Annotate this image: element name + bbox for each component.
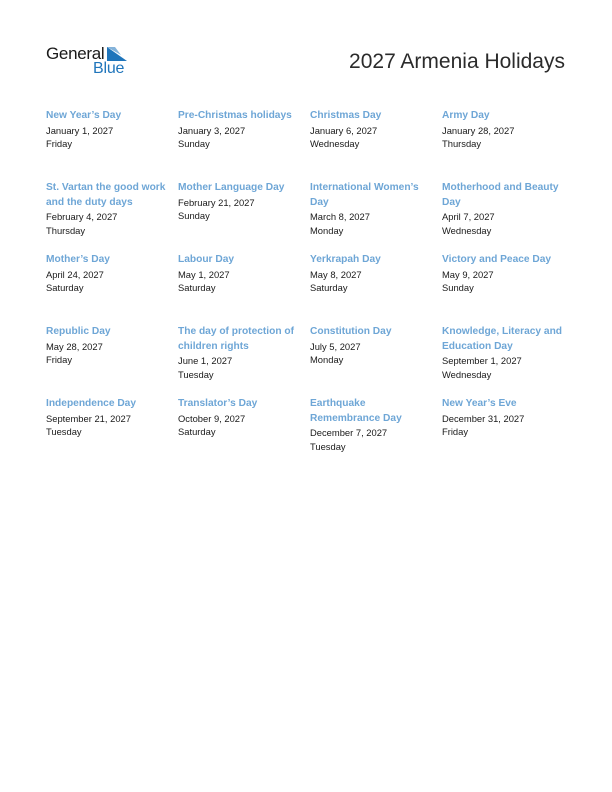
holiday-date: May 1, 2027: [178, 268, 230, 280]
holiday-weekday: Tuesday: [178, 368, 214, 380]
holiday-name: St. Vartan the good work and the duty days: [46, 182, 166, 208]
holiday-weekday: Friday: [46, 354, 73, 366]
holiday-entry: [442, 253, 576, 325]
holiday-date: September 21, 2027: [46, 412, 131, 424]
holiday-name: Christmas Day: [310, 110, 382, 121]
holiday-weekday: Tuesday: [46, 426, 82, 438]
holiday-name: International Women’s Day: [310, 182, 419, 208]
holiday-weekday: Thursday: [442, 138, 482, 150]
holiday-weekday: Friday: [46, 138, 73, 150]
holiday-entry: [178, 253, 310, 325]
holiday-date: April 7, 2027: [442, 211, 495, 222]
holiday-weekday: Saturday: [310, 282, 348, 294]
holiday-name: Labour Day: [178, 254, 235, 265]
holiday-entry: [310, 325, 442, 397]
holiday-name: Mother’s Day: [46, 254, 110, 265]
logo-text-blue: Blue: [93, 60, 125, 77]
holiday-entry: [310, 109, 442, 181]
holiday-weekday: Wednesday: [442, 224, 492, 236]
flag-icon: [107, 47, 127, 61]
holiday-date: February 4, 2027: [46, 211, 118, 222]
holiday-date: May 8, 2027: [310, 268, 362, 280]
holiday-entry: [310, 181, 442, 253]
holiday-entry: [46, 109, 178, 181]
holiday-name: New Year’s Day: [46, 110, 122, 121]
holiday-weekday: Tuesday: [310, 440, 346, 452]
holiday-date: April 24, 2027: [46, 268, 104, 280]
holiday-entry: [442, 397, 576, 469]
holiday-name: Constitution Day: [310, 326, 392, 337]
holiday-name: Translator’s Day: [178, 398, 258, 409]
holiday-weekday: Saturday: [178, 426, 216, 438]
holiday-weekday: Thursday: [46, 224, 86, 236]
holiday-date: January 6, 2027: [310, 124, 378, 136]
holiday-name: Army Day: [442, 110, 490, 121]
holiday-name: Motherhood and Beauty Day: [442, 182, 559, 208]
holiday-name: Independence Day: [46, 398, 137, 409]
holiday-date: December 31, 2027: [442, 412, 525, 424]
logo-text-general: General: [46, 44, 105, 63]
holiday-weekday: Sunday: [442, 282, 474, 294]
holiday-entry: [442, 109, 576, 181]
holiday-entry: [46, 397, 178, 469]
holiday-entry: [178, 397, 310, 469]
holiday-date: September 1, 2027: [442, 355, 522, 366]
holiday-date: May 28, 2027: [46, 340, 103, 352]
holiday-weekday: Saturday: [178, 282, 216, 294]
holiday-date: July 5, 2027: [310, 340, 361, 352]
holiday-date: December 7, 2027: [310, 427, 388, 438]
holiday-name: Pre-Christmas holidays: [178, 110, 292, 121]
holiday-name: Knowledge, Literacy and Education Day: [442, 326, 563, 352]
holiday-name: Earthquake Remembrance Day: [310, 398, 402, 424]
holiday-weekday: Saturday: [46, 282, 84, 294]
holiday-entry: [46, 325, 178, 397]
holiday-date: June 1, 2027: [178, 355, 233, 366]
holiday-weekday: Monday: [310, 354, 344, 366]
generalblue-logo: [46, 44, 136, 80]
holiday-date: March 8, 2027: [310, 211, 370, 222]
holiday-grid: [46, 109, 576, 469]
holiday-entry: [178, 109, 310, 181]
holiday-weekday: Monday: [310, 224, 344, 236]
holiday-name: New Year’s Eve: [442, 398, 517, 409]
holiday-entry: [178, 181, 310, 253]
holiday-name: The day of protection of children rights: [178, 326, 295, 352]
holiday-entry: [310, 253, 442, 325]
holiday-weekday: Friday: [442, 426, 469, 438]
holiday-date: January 3, 2027: [178, 124, 246, 136]
holiday-date: February 21, 2027: [178, 196, 255, 208]
page-title: 2027 Armenia Holidays: [349, 50, 565, 73]
holiday-date: January 28, 2027: [442, 124, 515, 136]
holiday-entry: [46, 181, 178, 253]
holiday-date: October 9, 2027: [178, 412, 246, 424]
holiday-name: Republic Day: [46, 326, 111, 337]
holiday-date: May 9, 2027: [442, 268, 494, 280]
holiday-entry: [178, 325, 310, 397]
holiday-weekday: Sunday: [178, 210, 210, 222]
holiday-weekday: Sunday: [178, 138, 210, 150]
holiday-weekday: Wednesday: [442, 368, 492, 380]
holiday-entry: [46, 253, 178, 325]
holiday-date: January 1, 2027: [46, 124, 114, 136]
holiday-entry: [442, 325, 576, 397]
holiday-entry: [442, 181, 576, 253]
holiday-entry: [310, 397, 442, 469]
holiday-weekday: Wednesday: [310, 138, 360, 150]
holiday-name: Yerkrapah Day: [310, 254, 381, 265]
holiday-name: Mother Language Day: [178, 182, 285, 193]
holiday-name: Victory and Peace Day: [442, 254, 552, 265]
